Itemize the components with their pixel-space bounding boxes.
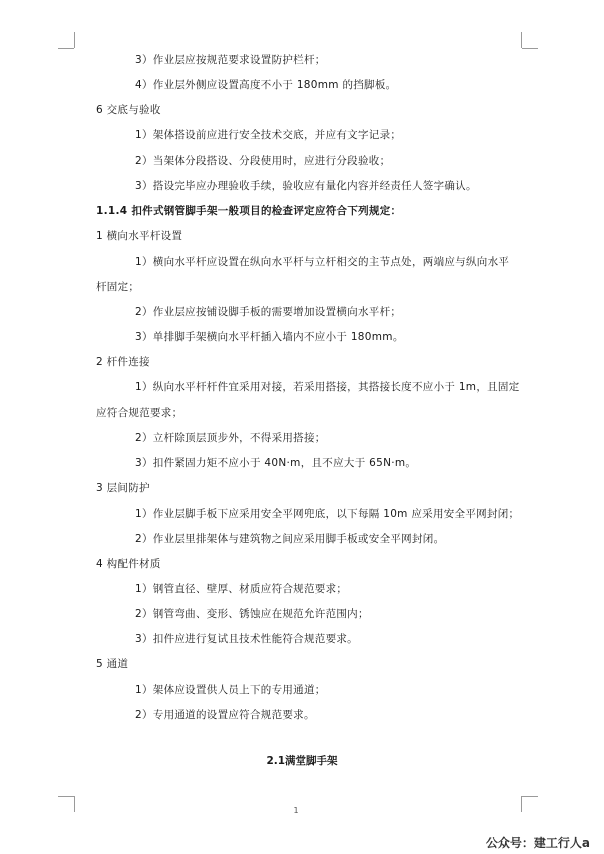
body-line: 2）作业层里排架体与建筑物之间应采用脚手板或安全平网封闭。 [135, 533, 445, 545]
body-line: 3）单排脚手架横向水平杆插入墙内不应小于 180mm。 [135, 331, 404, 343]
body-line: 2）立杆除顶层顶步外，不得采用搭接； [135, 432, 326, 444]
watermark: 公众号：建工行人a [485, 836, 590, 850]
body-line: 1）横向水平杆应设置在纵向水平杆与立杆相交的主节点处，两端应与纵向水平 [135, 256, 510, 268]
section-heading: 3 层间防护 [96, 482, 150, 494]
body-line: 2）专用通道的设置应符合规范要求。 [135, 709, 315, 721]
crop-mark-bottom-right-h [522, 796, 538, 797]
body-line: 1）作业层脚手板下应采用安全平网兜底，以下每隔 10m 应采用安全平网封闭； [135, 508, 520, 520]
body-line: 3）扣件应进行复试且技术性能符合规范要求。 [135, 633, 358, 645]
section-heading: 4 构配件材质 [96, 558, 161, 570]
body-line: 3）扣件紧固力矩不应小于 40N·m，且不应大于 65N·m。 [135, 457, 417, 469]
crop-mark-top-left-v [74, 32, 75, 48]
body-line: 1）架体搭设前应进行安全技术交底，并应有文字记录； [135, 129, 402, 141]
body-line: 1）纵向水平杆杆件宜采用对接，若采用搭接，其搭接长度不应小于 1m，且固定 [135, 381, 520, 393]
body-line: 2）作业层应按铺设脚手板的需要增加设置横向水平杆； [135, 306, 402, 318]
body-line: 4）作业层外侧应设置高度不小于 180mm 的挡脚板。 [135, 79, 397, 91]
body-line: 1）钢管直径、壁厚、材质应符合规范要求； [135, 583, 348, 595]
body-line: 3）作业层应按规范要求设置防护栏杆； [135, 54, 326, 66]
page-number: 1 [293, 806, 299, 815]
crop-mark-top-right-h [522, 48, 538, 49]
body-line: 2）钢管弯曲、变形、锈蚀应在规范允许范围内； [135, 608, 369, 620]
section-heading: 6 交底与验收 [96, 104, 161, 116]
section-heading: 2 杆件连接 [96, 356, 150, 368]
clause-heading: 1.1.4 扣件式钢管脚手架一般项目的检查评定应符合下列规定： [96, 205, 402, 217]
section-heading: 1 横向水平杆设置 [96, 230, 183, 242]
crop-mark-top-left-h [58, 48, 74, 49]
body-line: 应符合规范要求； [96, 407, 183, 419]
body-line: 3）搭设完毕应办理验收手续，验收应有量化内容并经责任人签字确认。 [135, 180, 477, 192]
body-line: 杆固定； [96, 281, 140, 293]
body-line: 2）当架体分段搭设、分段使用时，应进行分段验收； [135, 155, 391, 167]
crop-mark-top-right-v [521, 32, 522, 48]
crop-mark-bottom-left-h [58, 796, 74, 797]
body-line: 1）架体应设置供人员上下的专用通道； [135, 684, 326, 696]
section-title: 2.1满堂脚手架 [266, 755, 338, 767]
section-heading: 5 通道 [96, 658, 129, 670]
